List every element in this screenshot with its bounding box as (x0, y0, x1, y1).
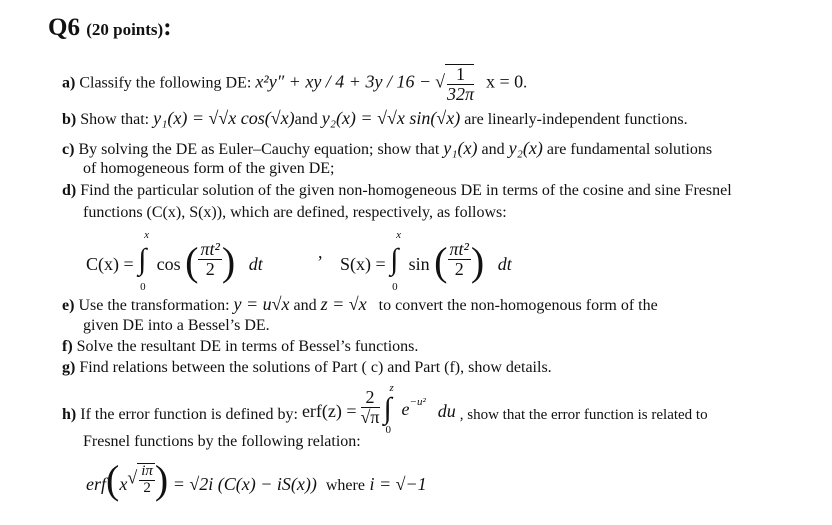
part-b-y1: y₁(x) = √√x cos(√x) (153, 108, 295, 128)
part-f (62, 338, 418, 356)
erf-exponent: −u² (409, 395, 426, 408)
erf-lhs: erf(z) = (301, 401, 357, 422)
erf-frac-num: 2 (361, 388, 380, 408)
relation-fraction (137, 463, 155, 497)
erf-fraction (361, 388, 380, 427)
fresnel-s-frac-num: πt² (449, 239, 469, 260)
fresnel-c-lhs: C(x) = (86, 253, 134, 274)
part-c-y1: y₁(x) (443, 138, 478, 158)
part-c-label: c) (62, 141, 75, 158)
part-g-text: Find relations between the solutions of Part ( c) and Part (f), show details. (79, 359, 552, 376)
part-h-line2: Fresnel functions by the following relation: (83, 433, 361, 450)
part-b (62, 108, 688, 129)
relation-i-def: i = √−1 (369, 473, 427, 494)
part-f-label: f) (62, 338, 73, 355)
part-e-and: and (293, 297, 317, 314)
part-a-equation: x²y″ + xy / 4 + 3y / 16 − (255, 71, 432, 92)
part-c-text1: By solving the DE as Euler–Cauchy equation; show that (78, 141, 440, 158)
fresnel-c-dt: dt (248, 253, 263, 274)
part-b-text1: Show that: (80, 111, 150, 128)
relation-frac-num: iπ (141, 462, 153, 479)
fresnel-c-frac-den: 2 (205, 259, 215, 279)
part-b-y2: y₂(x) = √√x sin(√x) (321, 108, 461, 128)
part-h-text1: If the error function is defined by: (80, 406, 298, 424)
part-a-condition: x = 0 (486, 71, 524, 92)
part-e-text1: Use the transformation: (78, 297, 230, 314)
part-h-text2: , show that the error function is related to (459, 407, 708, 424)
part-c-and: and (481, 141, 505, 158)
part-e-label: e) (62, 297, 75, 314)
fresnel-s-dt: dt (497, 253, 512, 274)
part-d-text1: Find the particular solution of the given non-homogeneous DE in terms of the cosine and sine Fresnel (80, 182, 732, 199)
part-a-text: Classify the following DE: (79, 74, 252, 92)
fresnel-s-frac-den: 2 (454, 259, 464, 279)
erf-frac-den: √π (360, 406, 380, 427)
part-a-frac-num: 1 (447, 65, 474, 85)
fresnel-s-sin: sin (408, 253, 430, 274)
part-c-line1 (62, 138, 712, 159)
relation-where: where (325, 476, 365, 494)
part-a-frac-den: 32π (446, 83, 475, 104)
fresnel-c-frac-num: πt² (200, 239, 220, 260)
relation-frac-den: 2 (143, 479, 151, 496)
part-b-text2: are linearly-independent functions. (464, 111, 688, 128)
part-e-line2: given DE into a Bessel’s DE. (83, 317, 270, 334)
fresnel-c-cos: cos (156, 253, 181, 274)
erf-du: du (437, 401, 456, 422)
fresnel-c-upper: x (144, 228, 150, 241)
integral-s-icon: ∫ (390, 242, 399, 276)
fresnel-c-fraction (198, 240, 221, 279)
part-d-line2: functions (C(x), S(x)), which are defined, respectively, as follows: (83, 204, 507, 221)
fresnel-cosine: C(x) = x ∫ 0 cos ( $\frac{\text{πt²}}{2}$ ) dt (86, 228, 263, 293)
part-e-eq2: z = √x (320, 294, 367, 314)
part-a-label: a) (62, 74, 76, 92)
part-h-label: h) (62, 406, 77, 424)
fresnel-s-lhs: S(x) = (340, 253, 386, 274)
erf-relation: erf(x√ $\frac{i\pi}{2}$ ) = √2i (C(x) − iS(x)) where i = √−1 (86, 457, 427, 502)
part-d-line1 (62, 182, 732, 200)
part-e-eq1: y = u√x (233, 294, 290, 314)
part-d-label: d) (62, 182, 77, 199)
part-b-and: and (294, 111, 318, 128)
part-a-fraction (445, 64, 474, 104)
part-e-text2: to convert the non-homogenous form of the (378, 297, 658, 314)
erf-lower: 0 (385, 424, 392, 437)
relation-erf: erf (86, 473, 106, 494)
fresnel-sine: S(x) = x ∫ 0 sin ( $\frac{\text{πt²}}{2}$ ) dt (340, 228, 512, 293)
part-g-label: g) (62, 359, 76, 376)
part-a-sqrt-icon: √ (435, 71, 445, 92)
fresnel-c-lower: 0 (140, 280, 146, 293)
question-number: Q6 (48, 14, 80, 41)
title-colon: : (163, 14, 172, 41)
question-title (48, 14, 172, 42)
relation-sqrt-icon: √ (127, 467, 138, 488)
erf-integrand: e (401, 399, 410, 420)
fresnel-s-lower: 0 (392, 280, 398, 293)
part-h-line1 (62, 382, 708, 437)
relation-x: x (119, 473, 128, 494)
relation-rhs: = √2i (C(x) − iS(x)) (172, 473, 317, 494)
part-c-text1b: are fundamental solutions (546, 141, 713, 158)
part-b-label: b) (62, 111, 77, 128)
integral-c-icon: ∫ (138, 242, 147, 276)
fresnel-separator: , (318, 242, 323, 262)
part-c-line2: of homogeneous form of the given DE; (83, 160, 335, 177)
part-c-y2: y₂(x) (508, 138, 543, 158)
part-a-period: . (523, 74, 528, 92)
part-e-line1 (62, 294, 658, 315)
question-points: (20 points) (86, 20, 164, 39)
fresnel-s-upper: x (396, 228, 402, 241)
part-a (62, 64, 527, 104)
erf-upper: z (389, 382, 394, 395)
part-f-text: Solve the resultant DE in terms of Bessel’s functions. (76, 338, 419, 355)
part-g (62, 359, 552, 377)
integral-erf-icon: ∫ (383, 392, 392, 426)
fresnel-s-fraction (448, 240, 471, 279)
